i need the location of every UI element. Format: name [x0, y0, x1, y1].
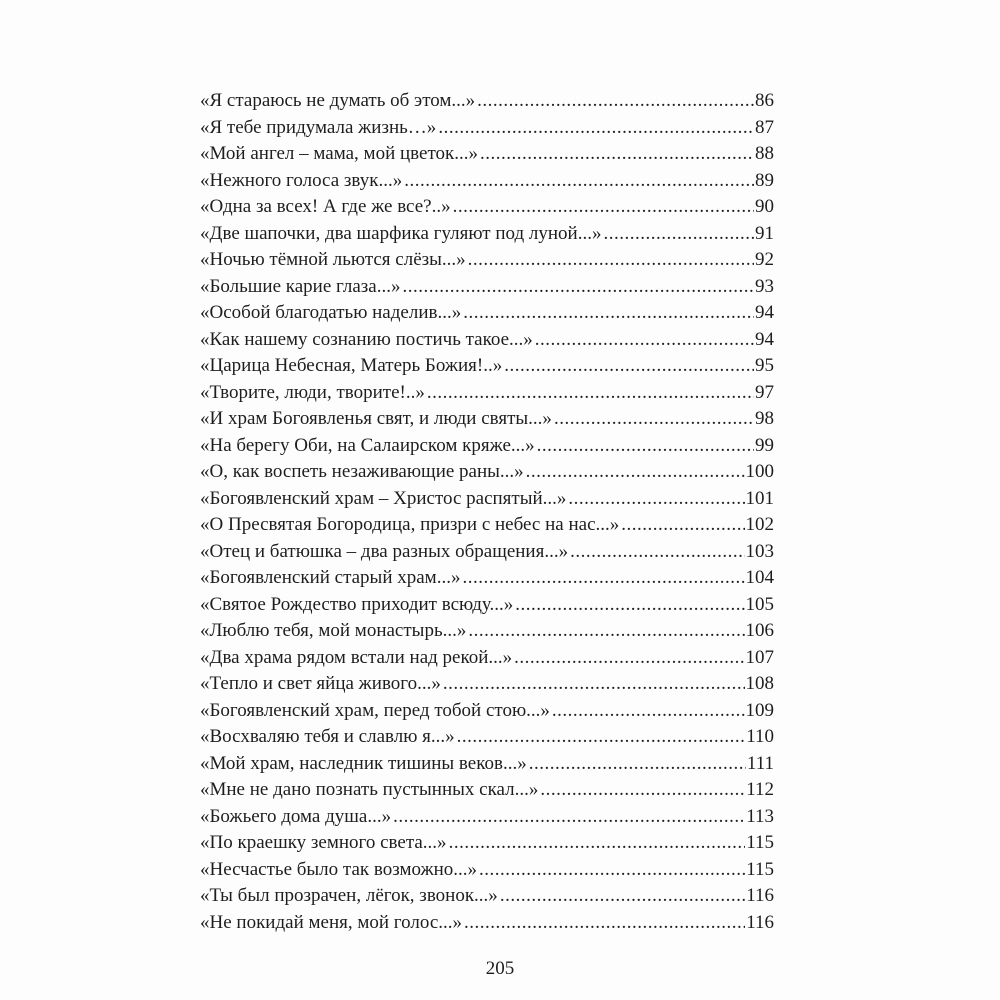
- toc-entry: [200, 592, 774, 619]
- dot-leader: [504, 353, 754, 380]
- toc-entry: [200, 274, 774, 301]
- toc-entry-page: 110: [746, 726, 774, 747]
- toc-entry: [200, 486, 774, 513]
- toc-entry-page: 93: [755, 275, 774, 297]
- toc-entry-title: «Ночью тёмной льются слёзы...»: [200, 249, 466, 270]
- dot-leader: [479, 857, 745, 884]
- toc-entry: [200, 565, 774, 592]
- toc-entry-page: 94: [755, 328, 774, 350]
- toc-entry-page: 112: [746, 779, 774, 800]
- page-number: 205: [485, 958, 515, 979]
- toc-entry-page: 100: [745, 461, 774, 482]
- dot-leader: [526, 459, 745, 486]
- toc-entry: [200, 353, 774, 380]
- toc-entry-title: «По краешку земного света...»: [200, 832, 447, 853]
- toc-entry-page: 98: [755, 408, 774, 429]
- dot-leader: [453, 194, 754, 221]
- toc-entry-title: «Два храма рядом встали над рекой...»: [200, 646, 513, 668]
- toc-entry: [200, 88, 774, 115]
- toc-entry-page: 88: [755, 143, 774, 164]
- toc-entry-title: «Отец и батюшка – два разных обращения...»: [200, 540, 569, 562]
- dot-leader: [621, 512, 744, 539]
- toc-entry-title: «Несчастье было так возможно...»: [200, 858, 478, 880]
- toc-entry-page: 90: [755, 196, 774, 217]
- toc-entry-page: 116: [746, 885, 774, 906]
- toc-entry-page: 105: [745, 593, 774, 615]
- toc-entry-title: «Восхваляю тебя и славлю я...»: [200, 726, 455, 747]
- dot-leader: [515, 592, 744, 619]
- toc-entry-title: «На берегу Оби, на Салаирском кряже...»: [200, 434, 535, 456]
- toc-entry-title: «Не покидай меня, мой голос...»: [200, 911, 463, 933]
- toc-entry-title: «Богоявленский старый храм...»: [200, 567, 461, 588]
- toc-entry-title: «Мой храм, наследник тишины веков...»: [200, 752, 527, 774]
- dot-leader: [500, 883, 745, 910]
- toc-entry: [200, 804, 774, 831]
- toc-entry-page: 113: [746, 805, 774, 827]
- toc-entry: [200, 883, 774, 910]
- toc-entry: [200, 830, 774, 857]
- toc-entry-title: «Царица Небесная, Матерь Божия!..»: [200, 355, 503, 376]
- toc-entry-page: 87: [755, 116, 774, 138]
- dot-leader: [438, 115, 754, 142]
- toc-entry-page: 116: [746, 911, 774, 933]
- toc-entry-page: 92: [755, 249, 774, 270]
- toc-entry-page: 101: [745, 487, 774, 509]
- toc-entry-page: 109: [745, 699, 774, 721]
- toc-entry-title: «Как нашему сознанию постичь такое...»: [200, 328, 533, 350]
- toc-entry: [200, 777, 774, 804]
- dot-leader: [529, 751, 746, 778]
- toc-entry-page: 103: [745, 540, 774, 562]
- toc-entry-title: «Ты был прозрачен, лёгок, звонок...»: [200, 885, 498, 906]
- toc-entry: [200, 724, 774, 751]
- toc-entry-page: 111: [746, 752, 774, 774]
- dot-leader: [457, 724, 746, 751]
- toc-entry-page: 89: [755, 169, 774, 191]
- dot-leader: [462, 565, 744, 592]
- toc-entry-title: «Богоявленский храм – Христос распятый...»: [200, 487, 567, 509]
- toc-entry-page: 95: [755, 355, 774, 376]
- toc-entry: [200, 751, 774, 778]
- toc-entry: [200, 300, 774, 327]
- dot-leader: [393, 804, 745, 831]
- toc-entry-title: «Две шапочки, два шарфика гуляют под луной...»: [200, 222, 602, 244]
- dot-leader: [464, 910, 745, 937]
- toc-entry-page: 115: [746, 832, 774, 853]
- dot-leader: [552, 698, 745, 725]
- toc-entry-title: «Особой благодатью наделив...»: [200, 302, 462, 323]
- toc-entry: [200, 539, 774, 566]
- toc-entry-title: «Божьего дома душа...»: [200, 805, 392, 827]
- toc-entry-page: 99: [755, 434, 774, 456]
- toc-entry: [200, 247, 774, 274]
- dot-leader: [554, 406, 754, 433]
- dot-leader: [477, 88, 754, 115]
- toc-entry-title: «Нежного голоса звук...»: [200, 169, 403, 191]
- toc-entry-page: 115: [746, 858, 774, 880]
- toc-entry-page: 86: [755, 90, 774, 111]
- toc-entry-title: «Я тебе придумала жизнь…»: [200, 116, 437, 138]
- toc-entry-page: 107: [745, 646, 774, 668]
- toc-entry-title: «И храм Богоявленья свят, и люди святы...»: [200, 408, 552, 429]
- dot-leader: [514, 645, 744, 672]
- toc-entry-page: 104: [745, 567, 774, 588]
- toc-entry: [200, 433, 774, 460]
- toc-entry-page: 94: [755, 302, 774, 323]
- toc-entry-title: «Большие карие глаза...»: [200, 275, 401, 297]
- toc-entry: [200, 698, 774, 725]
- toc-entry: [200, 910, 774, 937]
- dot-leader: [404, 168, 754, 195]
- dot-leader: [535, 327, 754, 354]
- toc-entry-page: 91: [755, 222, 774, 244]
- toc-entry-page: 102: [745, 514, 774, 535]
- toc-entry: [200, 115, 774, 142]
- dot-leader: [463, 300, 754, 327]
- toc-entry-title: «О Пресвятая Богородица, призри с небес на нас...»: [200, 514, 620, 535]
- toc-entry-title: «Люблю тебя, мой монастырь...»: [200, 620, 467, 641]
- toc-entry-page: 106: [745, 620, 774, 641]
- toc-entry-title: «Святое Рождество приходит всюду...»: [200, 593, 514, 615]
- toc-entry-title: «Творите, люди, творите!..»: [200, 381, 425, 403]
- toc-entry: [200, 168, 774, 195]
- toc-entry: [200, 618, 774, 645]
- toc-entry: [200, 671, 774, 698]
- toc-entry-title: «Богоявленский храм, перед тобой стою...»: [200, 699, 550, 721]
- dot-leader: [537, 433, 754, 460]
- toc-entry: [200, 406, 774, 433]
- dot-leader: [603, 221, 754, 248]
- dot-leader: [468, 618, 744, 645]
- toc-entry: [200, 380, 774, 407]
- toc-entry: [200, 512, 774, 539]
- toc-entry: [200, 459, 774, 486]
- dot-leader: [568, 486, 744, 513]
- dot-leader: [402, 274, 754, 301]
- dot-leader: [540, 777, 745, 804]
- dot-leader: [480, 141, 754, 168]
- toc-entry: [200, 194, 774, 221]
- dot-leader: [427, 380, 754, 407]
- toc-entry-title: «Я стараюсь не думать об этом...»: [200, 90, 476, 111]
- toc-entry-page: 97: [755, 381, 774, 403]
- dot-leader: [570, 539, 744, 566]
- toc-entry: [200, 857, 774, 884]
- toc-entry: [200, 141, 774, 168]
- toc-entry-title: «Мой ангел – мама, мой цветок...»: [200, 143, 478, 164]
- toc-entry: [200, 645, 774, 672]
- toc-entry-title: «Мне не дано познать пустынных скал...»: [200, 779, 539, 800]
- dot-leader: [468, 247, 754, 274]
- toc-entry-title: «Тепло и свет яйца живого...»: [200, 673, 441, 694]
- toc-entry-title: «Одна за всех! А где же все?..»: [200, 196, 451, 217]
- toc-entry: [200, 327, 774, 354]
- dot-leader: [443, 671, 745, 698]
- toc-entry: [200, 221, 774, 248]
- toc-entry-page: 108: [745, 673, 774, 694]
- dot-leader: [449, 830, 746, 857]
- toc-entry-title: «О, как воспеть незаживающие раны...»: [200, 461, 524, 482]
- table-of-contents: [200, 88, 774, 936]
